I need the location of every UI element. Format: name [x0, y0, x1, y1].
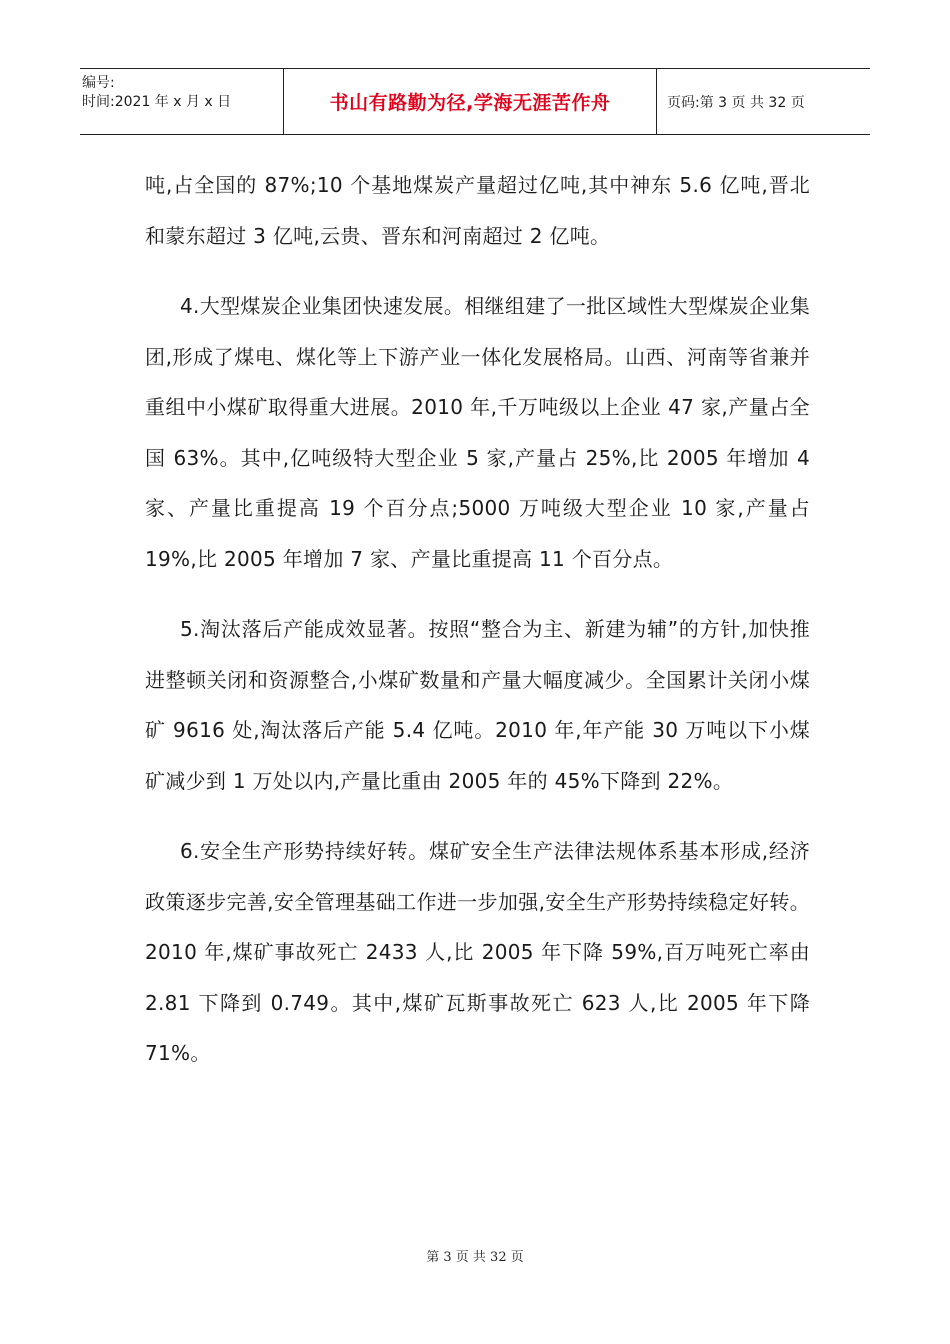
paragraph-eliminate-capacity: 5.淘汰落后产能成效显著。按照“整合为主、新建为辅”的方针,加快推进整顿关闭和资源整合,小煤矿数量和产量大幅度减少。全国累计关闭小煤矿 9616 处,淘汰落后产能 5.4 亿吨。2010 年,年产能 30 万吨以下小煤矿减少到 1 万处以内,产量比重由 2005 年的 45%下降到 22%。 — [145, 617, 810, 793]
document-time-label: 时间:2021 年 x 月 x 日 — [82, 94, 232, 110]
paragraph-continued: 吨,占全国的 87%;10 个基地煤炭产量超过亿吨,其中神东 5.6 亿吨,晋北和蒙东超过 3 亿吨,云贵、晋东和河南超过 2 亿吨。 — [145, 173, 810, 248]
header-motto: 书山有路勤为径,学海无涯苦作舟 — [283, 69, 657, 134]
header-page-number: 页码:第 3 页 共 32 页 — [667, 94, 805, 111]
paragraph-large-enterprises: 4.大型煤炭企业集团快速发展。相继组建了一批区域性大型煤炭企业集团,形成了煤电、煤化等上下游产业一体化发展格局。山西、河南等省兼并重组中小煤矿取得重大进展。2010 年,千万吨级以上企业 47 家,产量占全国 63%。其中,亿吨级特大型企业 5 家,产量占 25%,比 2005 年增加 4 家、产量比重提高 19 个百分点;5000 万吨级大型企业 10 家,产量占 19%,比 2005 年增加 7 家、产量比重提高 11 个百分点。 — [145, 294, 810, 571]
document-number-label: 编号: — [82, 75, 115, 91]
document-body — [145, 160, 810, 1079]
page-footer: 第 3 页 共 32 页 — [426, 1250, 524, 1265]
page-header — [80, 68, 870, 135]
paragraph-safety: 6.安全生产形势持续好转。煤矿安全生产法律法规体系基本形成,经济政策逐步完善,安全管理基础工作进一步加强,安全生产形势持续稳定好转。2010 年,煤矿事故死亡 2433 人,比 2005 年下降 59%,百万吨死亡率由 2.81 下降到 0.749。其中,煤矿瓦斯事故死亡 623 人,比 2005 年下降 71%。 — [145, 839, 810, 1065]
header-meta — [80, 69, 283, 134]
